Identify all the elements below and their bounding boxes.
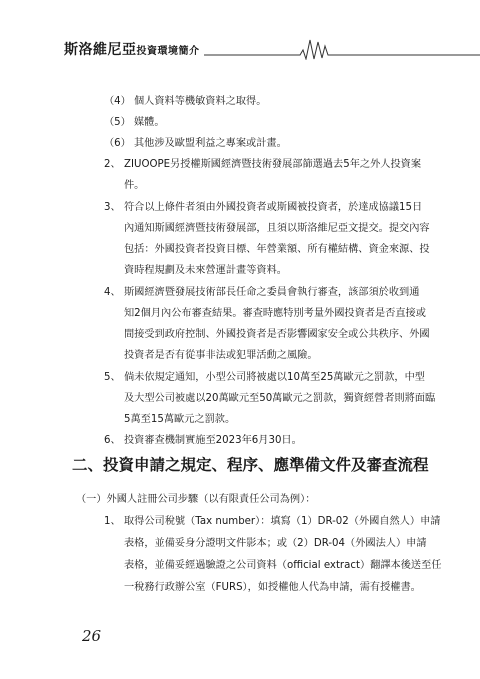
item-number: 5、 <box>104 372 121 383</box>
step-number: 1、 <box>104 516 121 527</box>
item-text-line: 個人資料等機敏資料之取得。 <box>134 96 267 107</box>
step-text-line: 一稅務行政辦公室（FURS），如授權他人代為申請，需有授權書。 <box>124 582 421 593</box>
item-text-line: 件。 <box>124 180 145 191</box>
item-number: 2、 <box>104 159 121 170</box>
item-number: （5） <box>104 117 131 128</box>
item-text-line: 投資審查機制實施至2023年6月30日。 <box>124 435 302 446</box>
item-number: （6） <box>104 138 131 149</box>
step-text-line: 取得公司稅號（Tax number）：填寫（1）DR-02（外國自然人）申請 <box>124 516 441 527</box>
item-text-line: 符合以上條件者須由外國投資者或斯國被投資者，於達成協議15日 <box>124 202 423 213</box>
header-title-sub: 投資環境簡介 <box>136 46 200 57</box>
item-number: 6、 <box>104 435 121 446</box>
item-text-line: 及大型公司被處以20萬歐元至50萬歐元之罰款，獨資經營者則將面臨 <box>124 393 436 404</box>
item-text-line: 包括：外國投資者投資目標、年營業額、所有權結構、資金來源、投 <box>124 244 430 255</box>
item-text-line: 5萬至15萬歐元之罰款。 <box>124 414 236 425</box>
item-text-line: 斯國經濟暨發展技術部長任命之委員會執行審查，該部須於收到通 <box>124 287 420 298</box>
step-text-line: 表格，並備妥經過驗證之公司資料（official extract）翻譯本後送至任 <box>124 560 442 571</box>
item-number: （4） <box>104 96 131 107</box>
heartbeat-line-decoration <box>204 38 480 60</box>
item-text-line: 內通知斯國經濟暨技術發展部，且須以斯洛維尼亞文提交。提交內容 <box>124 223 430 234</box>
item-text-line: ZIUOOPE另授權斯國經濟暨技術發展部篩選過去5年之外人投資案 <box>124 159 422 170</box>
item-text-line: 資時程規劃及未來營運計畫等資料。 <box>124 265 287 276</box>
running-header <box>64 36 424 62</box>
section-heading: 二、投資申請之規定、程序、應準備文件及審查流程 <box>72 455 429 474</box>
item-text-line: 間接受到政府控制、外國投資者是否影響國家安全或公共秩序、外國 <box>124 329 430 340</box>
subsection-title: （一）外國人註冊公司步驟（以有限責任公司為例）： <box>76 494 316 505</box>
step-text-line: 表格，並備妥身分證明文件影本；或（2）DR-04（外國法人）申請 <box>124 538 427 549</box>
item-number: 4、 <box>104 287 121 298</box>
page-number: 26 <box>82 627 102 645</box>
item-text-line: 投資者是否有從事非法或犯罪活動之風險。 <box>124 350 318 361</box>
header-title <box>64 39 200 59</box>
item-number: 3、 <box>104 202 121 213</box>
item-text-line: 知2個月內公布審查結果。審查時應特別考量外國投資者是否直接或 <box>124 308 426 319</box>
item-text-line: 媒體。 <box>134 117 165 128</box>
item-text-line: 倘未依規定通知，小型公司將被處以10萬至25萬歐元之罰款，中型 <box>124 372 425 383</box>
item-text-line: 其他涉及歐盟利益之專案或計畫。 <box>134 138 287 149</box>
header-title-main: 斯洛維尼亞 <box>64 42 137 58</box>
